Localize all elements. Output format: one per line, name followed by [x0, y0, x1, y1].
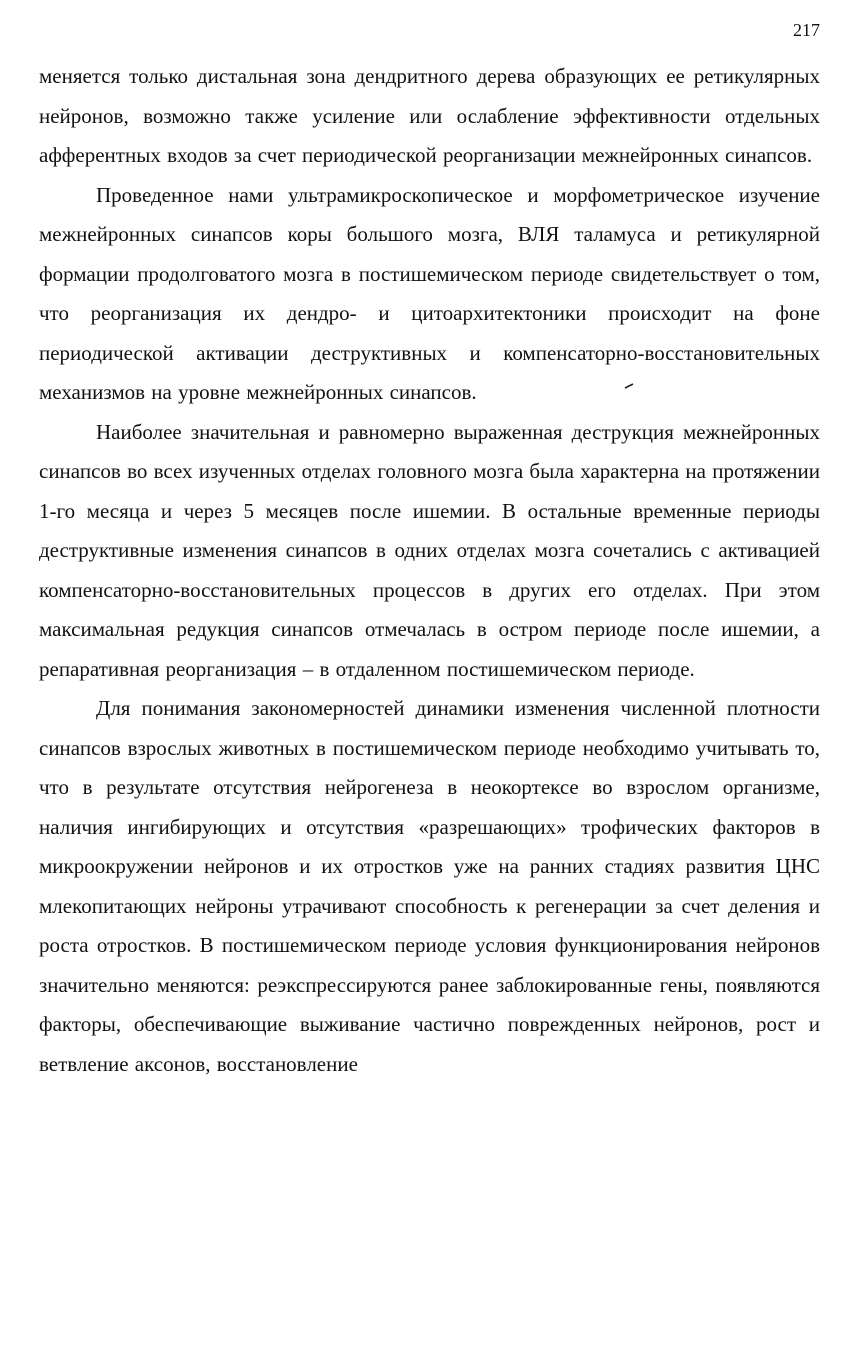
document-body [39, 57, 820, 1084]
paragraph-synapse-study: Проведенное нами ультрамикроскопическое и морфометрическое изучение межнейронных синапсов коры большого мозга, ВЛЯ таламуса и ретикулярной формации продолговатого мозга в постишемическом периоде свидетельствует о том, что реорганизация их дендро- и цитоархитектоники происходит на фоне периодической активации деструктивных и компенсаторно-восстановительных механизмов на уровне межнейронных синапсов. [39, 182, 820, 404]
pen-tick-mark [624, 383, 634, 389]
paragraph-regeneration-conditions: Для понимания закономерностей динамики изменения численной плотности синапсов взрослых животных в постишемическом периоде необходимо учитывать то, что в результате отсутствия нейрогенеза в неокортексе во взрослом организме, наличия ингибирующих и отсутствия «разрешающих» трофических факторов в микроокружении нейронов и их отростков уже на ранних стадиях развития ЦНС млекопитающих нейроны утрачивают способность к регенерации за счет деления и роста отростков. В постишемическом периоде условия функционирования нейронов значительно меняются: реэкспрессируются ранее заблокированные гены, появляются факторы, обеспечивающие выживание частично поврежденных нейронов, рост и ветвление аксонов, восстановление [39, 696, 820, 1076]
page-number: 217 [793, 20, 820, 40]
paragraph-continuation: меняется только дистальная зона дендритного дерева образующих ее ретикулярных нейронов, возможно также усиление или ослабление эффективности отдельных афферентных входов за счет периодической реорганизации межнейронных синапсов. [39, 64, 820, 167]
paragraph-destruction-dynamics: Наиболее значительная и равномерно выраженная деструкция межнейронных синапсов во всех изученных отделах головного мозга была характерна на протяжении 1-го месяца и через 5 месяцев после ишемии. В остальные временные периоды деструктивные изменения синапсов в одних отделах мозга сочетались с активацией компенсаторно-восстановительных процессов в других его отделах. При этом максимальная редукция синапсов отмечалась в остром периоде после ишемии, а репаративная реорганизация – в отдаленном постишемическом периоде. [39, 419, 820, 681]
